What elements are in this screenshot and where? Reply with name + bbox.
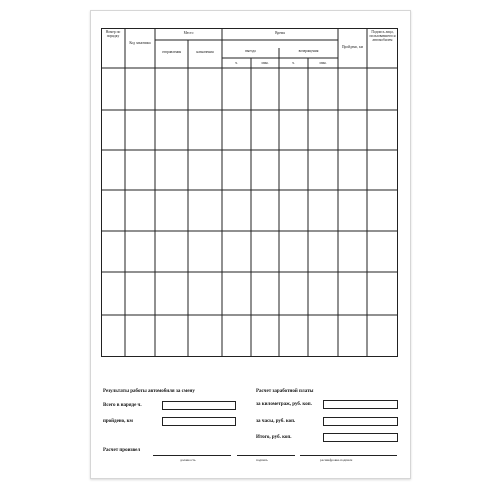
header-return-minutes: мин. (319, 61, 327, 65)
header-leaving-minutes: мин. (261, 61, 269, 65)
hours-in-order-field[interactable] (162, 401, 236, 410)
results-title: Результаты работы автомобиля за смену (103, 389, 195, 394)
per-km-label: за километраж, руб. коп. (256, 402, 312, 407)
caption-decoding: расшифровка подписи (320, 458, 353, 462)
signature-line[interactable] (237, 455, 295, 456)
header-order-no: Номер по порядку (105, 30, 121, 39)
table-grid (101, 28, 398, 357)
hours-in-order-label: Всего в наряде ч. (103, 403, 142, 408)
header-code: Код заказчика (129, 41, 151, 45)
decoding-line[interactable] (300, 455, 397, 456)
header-return: возвращения (298, 49, 319, 53)
total-label: Итого, руб. коп. (256, 435, 292, 440)
header-return-hours: ч. (292, 61, 295, 65)
header-destination: назначения (196, 50, 214, 54)
header-time: Время (275, 31, 285, 35)
header-signature: Подпись лица, пользовавшегося автомобилем (369, 30, 396, 43)
header-place: Место (183, 31, 194, 35)
salary-title: Расчет заработной платы (256, 389, 314, 394)
calc-done-label: Расчет произвел (103, 448, 141, 453)
per-km-field[interactable] (323, 400, 398, 409)
total-field[interactable] (323, 433, 398, 442)
per-hour-label: за часы, руб. коп. (256, 419, 296, 424)
per-hour-field[interactable] (323, 417, 398, 426)
distance-km-field[interactable] (162, 417, 236, 426)
header-leaving-hours: ч. (235, 61, 238, 65)
caption-signature: подпись (256, 458, 268, 462)
header-leaving: выезда (245, 49, 256, 53)
position-line[interactable] (153, 455, 231, 456)
caption-position: должность (180, 458, 196, 462)
header-departure: отправления (161, 50, 182, 54)
distance-km-label: пройдено, км (103, 419, 133, 424)
trip-table (101, 28, 398, 357)
header-distance: Пройдено, км (341, 45, 364, 49)
